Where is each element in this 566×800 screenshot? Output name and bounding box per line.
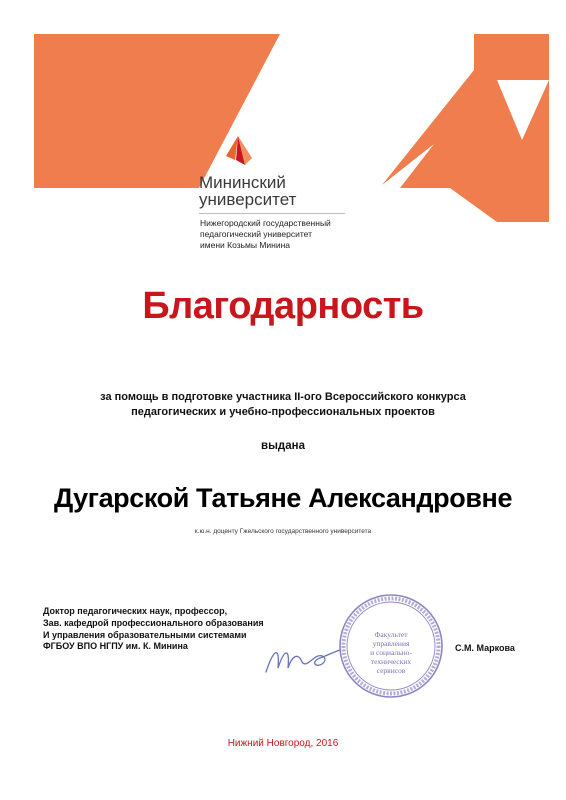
signer-title-line: Доктор педагогических наук, профессор,: [43, 606, 228, 616]
given-label: выдана: [261, 440, 305, 452]
reason-line: педагогических и учебно-профессиональных проектов: [131, 406, 435, 418]
signer-title-line: И управления образовательными системами: [43, 629, 247, 640]
logo-subtitle-line: имени Козьмы Минина: [200, 240, 291, 250]
stamp-line: технических: [370, 657, 412, 666]
logo-name-line2: университет: [199, 190, 297, 209]
logo-subtitle-line: педагогический университет: [200, 229, 313, 239]
reason-line: за помощь в подготовке участника II-ого Всероссийского конкурса: [100, 391, 466, 403]
footer-city-year: Нижний Новгород, 2016: [227, 738, 339, 749]
university-logo-name: [199, 174, 296, 208]
left-orange-shape: [34, 34, 280, 188]
stamp-line: сервисов: [376, 666, 406, 675]
stamp-line: Факультет: [374, 630, 408, 639]
stamp-text: [338, 630, 444, 675]
certificate-title: Благодарность: [142, 285, 424, 327]
handwritten-signature: [262, 638, 342, 680]
logo-subtitle: [200, 218, 331, 251]
recipient-name: Дугарской Татьяне Александровне: [53, 483, 513, 513]
stamp-line: и социально-: [370, 648, 412, 657]
reason-text: [0, 390, 566, 420]
signer-title-line: Зав. кафедрой профессионального образования: [43, 617, 264, 628]
recipient-position: к.ю.н. доценту Гжельского государственного университета: [194, 528, 372, 535]
signer-title: [43, 606, 264, 653]
signer-name: С.М. Маркова: [455, 643, 515, 653]
logo-subtitle-line: Нижегородский государственный: [200, 218, 331, 228]
stamp-line: управления: [372, 639, 410, 648]
signer-title-line: ФГБОУ ВПО НГПУ им. К. Минина: [43, 641, 188, 652]
logo-divider: [199, 213, 345, 214]
logo-book-icon: [226, 136, 252, 165]
logo-name-line1: Мининский: [199, 173, 286, 192]
